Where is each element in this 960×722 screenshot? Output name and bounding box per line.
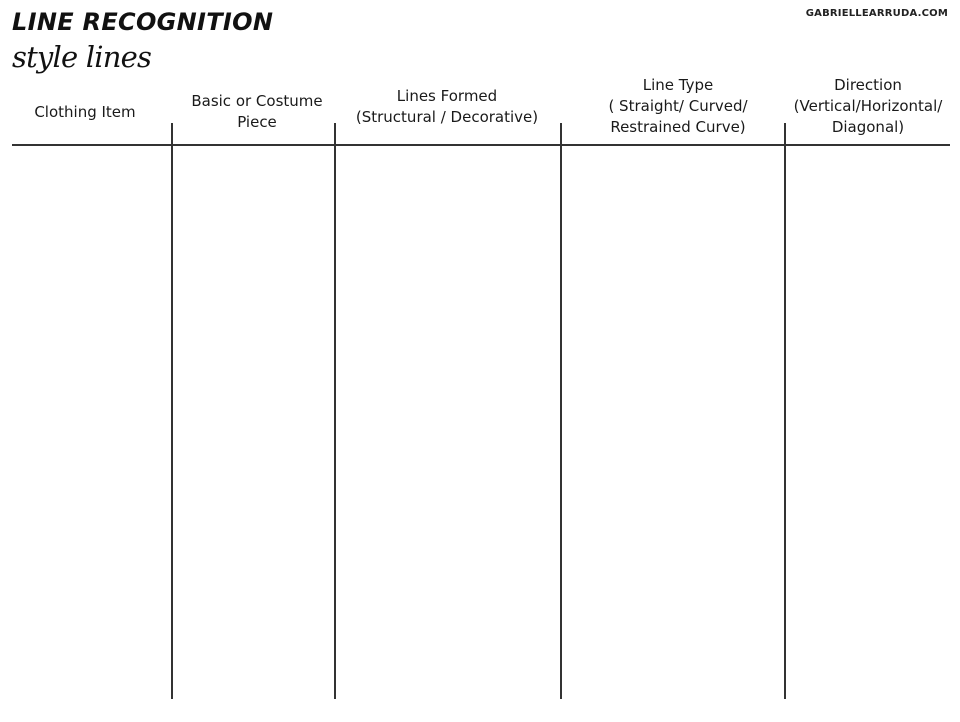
- column-header-lines-formed: Lines Formed (Structural / Decorative): [355, 87, 539, 126]
- column-header-basic-or-costume: Basic or Costume Piece: [191, 92, 323, 131]
- column-header-line-type: Line Type ( Straight/ Curved/ Restrained Curve): [608, 76, 748, 136]
- column-header-clothing-item: Clothing Item: [34, 103, 136, 121]
- page-subtitle: style lines: [12, 40, 152, 74]
- page-title: LINE RECOGNITION: [12, 8, 274, 36]
- table-body-empty: [12, 146, 950, 699]
- column-header-direction: Direction (Vertical/Horizontal/ Diagonal): [793, 76, 943, 136]
- site-url: GABRIELLEARRUDA.COM: [805, 8, 948, 19]
